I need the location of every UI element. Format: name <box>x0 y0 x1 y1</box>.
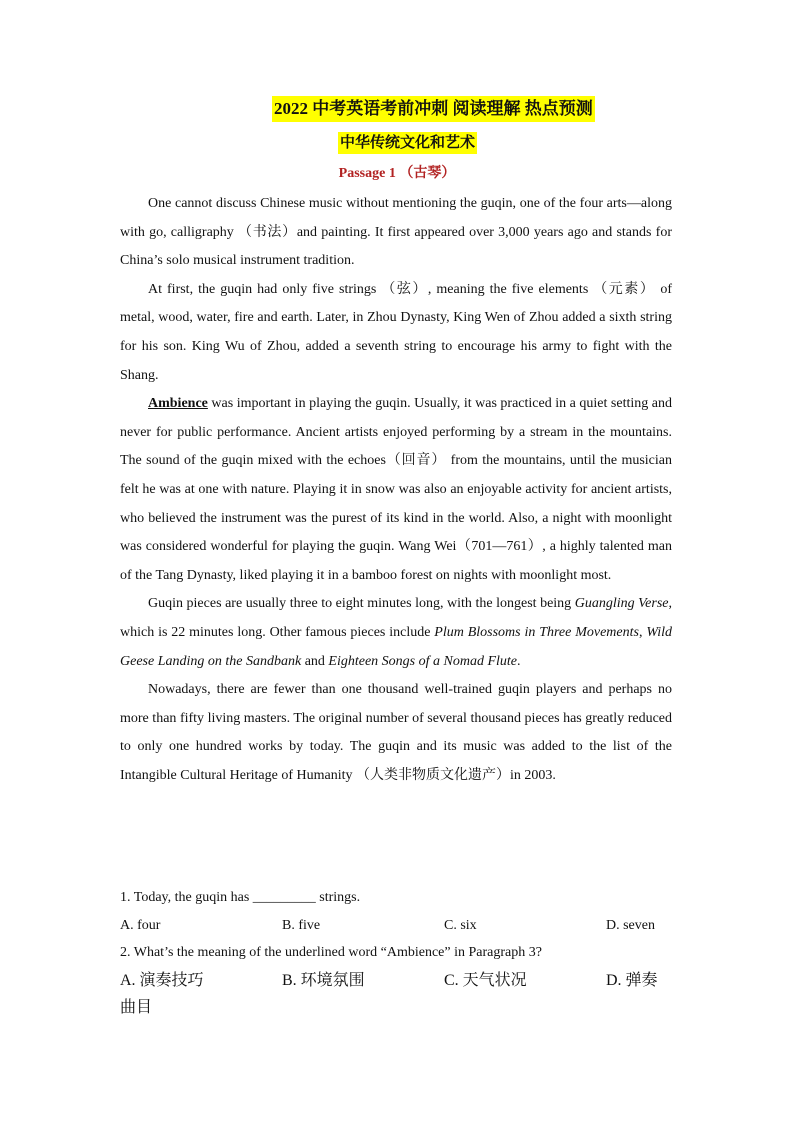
question-2-options <box>120 967 680 995</box>
paragraph-3 <box>120 390 672 590</box>
page-title: 2022 中考英语考前冲刺 阅读理解 热点预测 <box>272 96 595 122</box>
paragraph-1: One cannot discuss Chinese music without mentioning the guqin, one of the four arts—along with go, calligraphy （书法）and painting. It first appeared over 3,000 years ago and stands for China’s solo musical instrument tradition. <box>120 196 672 269</box>
piece-title-1: Guangling Verse <box>574 596 669 612</box>
paragraph-4-text-e: . <box>517 653 521 669</box>
page-subtitle: 中华传统文化和艺术 <box>338 132 477 154</box>
q2-option-b: B. 环境氛围 <box>282 971 365 989</box>
question-2-stem: 2. What’s the meaning of the underlined word “Ambience” in Paragraph 3? <box>120 945 542 960</box>
paragraph-4-text-d: and <box>301 653 329 669</box>
paragraph-2: At first, the guqin had only five strings （弦）, meaning the five elements （元素） of metal, wood, water, fire and earth. Later, in Zhou Dynasty, King Wen of Zhou added a sixth string for his son. King Wu of Zhou, added a seventh string to encourage his army to fight with the Shang. <box>120 281 672 383</box>
q2-option-c: C. 天气状况 <box>444 971 527 989</box>
question-1-options <box>120 912 680 940</box>
piece-title-3: Wild Geese Landing on the Sandbank <box>120 624 672 669</box>
q1-option-c: C. six <box>444 917 477 933</box>
paragraph-4-text-c: , <box>638 624 647 640</box>
paragraph-3-text: was important in playing the guqin. Usually, it was practiced in a quiet setting and never for public performance. Ancient artists enjoyed performing by a stream in the mountains. The sound of the guqin mixed with the echoes（回音） from the mountains, until the musician felt he was at one with nature. Playing it in snow was also an enjoyable activity for ancient artists, who believed the instrument was the purest of its kind in the world. Also, a night with moonlight was considered wonderful for playing the guqin. Wang Wei（701—761）, a highly talented man of the Tang Dynasty, liked playing it in a bamboo forest on nights with moonlight most. <box>120 396 672 583</box>
passage-body <box>120 190 672 790</box>
q1-option-d: D. seven <box>606 917 655 933</box>
q1-option-a: A. four <box>120 917 161 933</box>
questions-section <box>120 884 680 1022</box>
q1-option-b: B. five <box>282 917 321 933</box>
paragraph-4-text-a: Guqin pieces are usually three to eight minutes long, with the longest being <box>148 596 575 612</box>
piece-title-2: Plum Blossoms in Three Movements <box>434 624 639 640</box>
paragraph-5: Nowadays, there are fewer than one thousand well-trained guqin players and perhaps no more than fifty living masters. The original number of several thousand pieces has greatly reduced to only one hundred works by today. The guqin and its music was added to the list of the Intangible Cultural Heritage of Humanity （人类非物质文化遗产）in 2003. <box>120 682 672 783</box>
passage-label: Passage 1 （古琴） <box>338 166 456 181</box>
piece-title-4: Eighteen Songs of a Nomad Flute <box>328 653 518 669</box>
paragraph-4-text-b: , which is 22 minutes long. Other famous pieces include <box>120 596 672 640</box>
q2-option-d-continued: 曲目 <box>120 999 153 1016</box>
q2-option-a: A. 演奏技巧 <box>120 971 204 989</box>
underlined-word: Ambience <box>148 396 208 412</box>
question-1-stem: 1. Today, the guqin has _________ strings. <box>120 890 361 905</box>
q2-option-d: D. 弹奏 <box>606 971 658 989</box>
paragraph-4 <box>120 590 672 676</box>
